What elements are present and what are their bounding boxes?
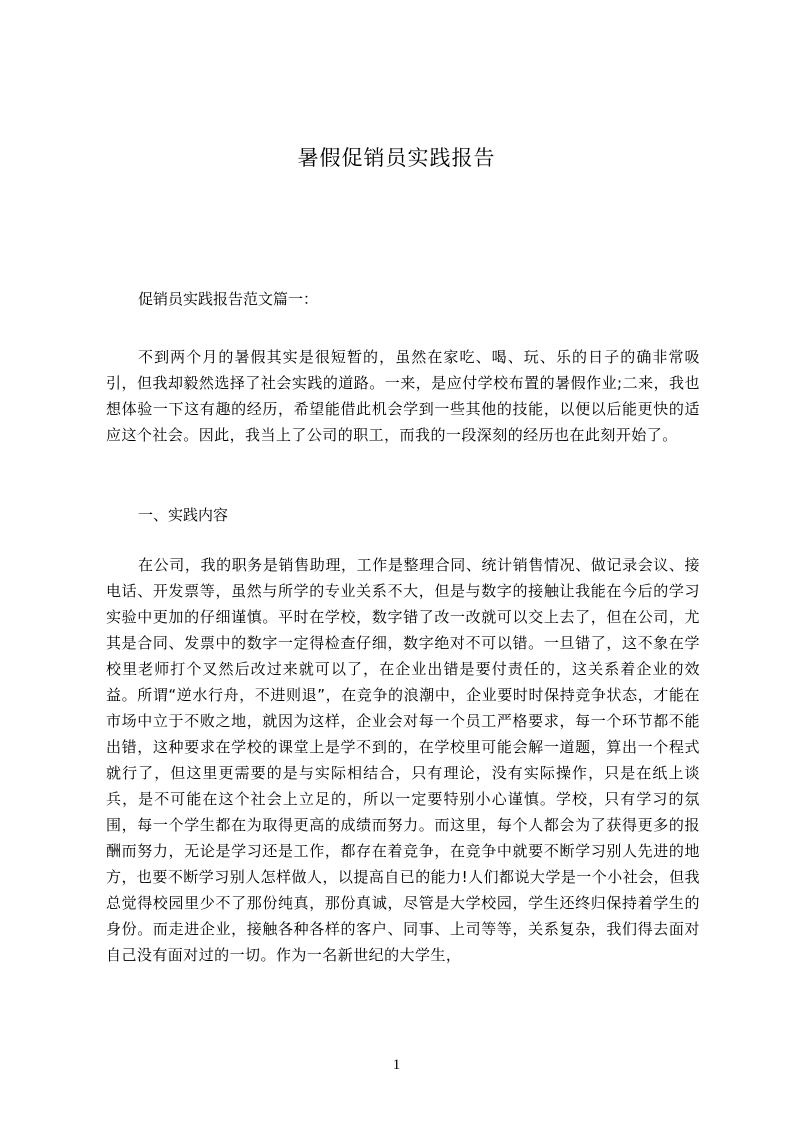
section-heading: 一、实践内容 <box>138 506 229 524</box>
intro-paragraph: 不到两个月的暑假其实是很短暂的，虽然在家吃、喝、玩、乐的日子的确非常吸引，但我却毅然选择了社会实践的道路。一来，是应付学校布置的暑假作业;二来，我也想体验一下这有趣的经历，希望能借此机会学到一些其他的技能，以便以后能更快的适应这个社会。因此，我当上了公司的职工，而我的一段深刻的经历也在此刻开始了。 <box>106 348 700 444</box>
document-title: 暑假促销员实践报告 <box>297 146 496 170</box>
content-paragraph: 在公司，我的职务是销售助理，工作是整理合同、统计销售情况、做记录会议、接电话、开发票等，虽然与所学的专业关系不大，但是与数字的接触让我能在今后的学习实验中更加的仔细谨慎。平时在学校，数字错了改一改就可以交上去了，但在公司，尤其是合同、发票中的数字一定得检查仔细，数字绝对不可以错。一旦错了，这不象在学校里老师打个叉然后改过来就可以了，在企业出错是要付责任的，这关系着企业的效益。所谓“逆水行舟，不进则退”，在竞争的浪潮中，企业要时时保持竞争状态，才能在市场中立于不败之地，就因为这样，企业会对每一个员工严格要求，每一个环节都不能出错，这种要求在学校的课堂上是学不到的，在学校里可能会解一道题，算出一个程式就行了，但这里更需要的是与实际相结合，只有理论，没有实际操作，只是在纸上谈兵，是不可能在这个社会上立足的，所以一定要特别小心谨慎。学校，只有学习的氛围，每一个学生都在为取得更高的成绩而努力。而这里，每个人都会为了获得更多的报酬而努力，无论是学习还是工作，都存在着竞争，在竞争中就要不断学习别人先进的地方，也要不断学习别人怎样做人，以提高自已的能力!人们都说大学是一个小社会，但我总觉得校园里少不了那份纯真，那份真诚，尽管是大学校园，学生还终归保持着学生的身份。而走进企业，接触各种各样的客户、同事、上司等等，关系复杂，我们得去面对自己没有面对过的一切。作为一名新世纪的大学生， <box>106 556 700 964</box>
page-number: 1 <box>392 1057 401 1073</box>
sample-heading: 促销员实践报告范文篇一： <box>138 290 319 308</box>
